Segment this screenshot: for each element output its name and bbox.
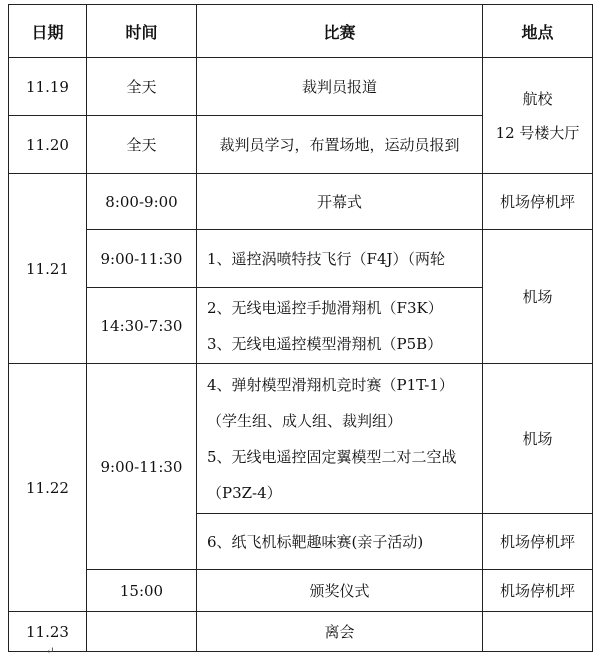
time-cell: 全天: [87, 58, 197, 116]
header-event: 比赛: [197, 5, 483, 58]
table-row: [9, 174, 593, 230]
location-cell: 机场停机坪: [483, 174, 593, 230]
date-cell: 11.19: [9, 58, 87, 116]
time-cell: 全天: [87, 116, 197, 174]
location-cell: 机场停机坪: [483, 570, 593, 612]
table-row: [9, 612, 593, 652]
time-cell: 15:00: [87, 570, 197, 612]
time-cell: 9:00-11:30: [87, 364, 197, 570]
location-cell: [483, 58, 593, 174]
event-line: 4、弹射模型滑翔机竞时赛（P1T-1）: [207, 375, 454, 394]
table-row: [9, 58, 593, 116]
date-cell: 11.21: [9, 174, 87, 364]
location-cell: 机场: [483, 364, 593, 514]
schedule-table: [8, 4, 593, 652]
header-location: 地点: [483, 5, 593, 58]
time-cell: 9:00-11:30: [87, 230, 197, 288]
header-date: 日期: [9, 5, 87, 58]
event-line: 2、无线电遥控手抛滑翔机（F3K）: [207, 298, 443, 317]
table-row: [9, 570, 593, 612]
event-cell: 裁判员报道: [197, 58, 483, 116]
header-row: [9, 5, 593, 58]
event-cell: 离会: [197, 612, 483, 652]
event-line: 3、无线电遥控模型滑翔机（P5B）: [207, 334, 443, 353]
location-cell: 机场: [483, 230, 593, 364]
event-cell: 1、遥控涡喷特技飞行（F4J）（两轮: [197, 230, 483, 288]
event-cell: 6、纸飞机标靶趣味赛(亲子活动): [197, 514, 483, 570]
date-cell: 11.22: [9, 364, 87, 612]
event-cell: [197, 364, 483, 514]
location-cell: 机场停机坪: [483, 514, 593, 570]
header-time: 时间: [87, 5, 197, 58]
event-line: （P3Z-4）: [207, 483, 282, 502]
time-cell: 14:30-7:30: [87, 288, 197, 364]
time-cell: [87, 612, 197, 652]
table-row: [9, 230, 593, 288]
event-cell: 裁判员学习，布置场地，运动员报到: [197, 116, 483, 174]
table-row: [9, 364, 593, 514]
event-cell: 颁奖仪式: [197, 570, 483, 612]
event-line: 5、无线电遥控固定翼模型二对二空战: [207, 447, 457, 466]
date-cell: 11.23: [9, 612, 87, 652]
paragraph-mark: ↵: [46, 646, 55, 657]
date-cell: 11.20: [9, 116, 87, 174]
event-cell: [197, 288, 483, 364]
location-line: 12 号楼大厅: [495, 123, 580, 142]
location-cell: [483, 612, 593, 652]
event-cell: 开幕式: [197, 174, 483, 230]
location-line: 航校: [522, 89, 553, 108]
event-line: （学生组、成人组、裁判组）: [207, 411, 403, 430]
time-cell: 8:00-9:00: [87, 174, 197, 230]
